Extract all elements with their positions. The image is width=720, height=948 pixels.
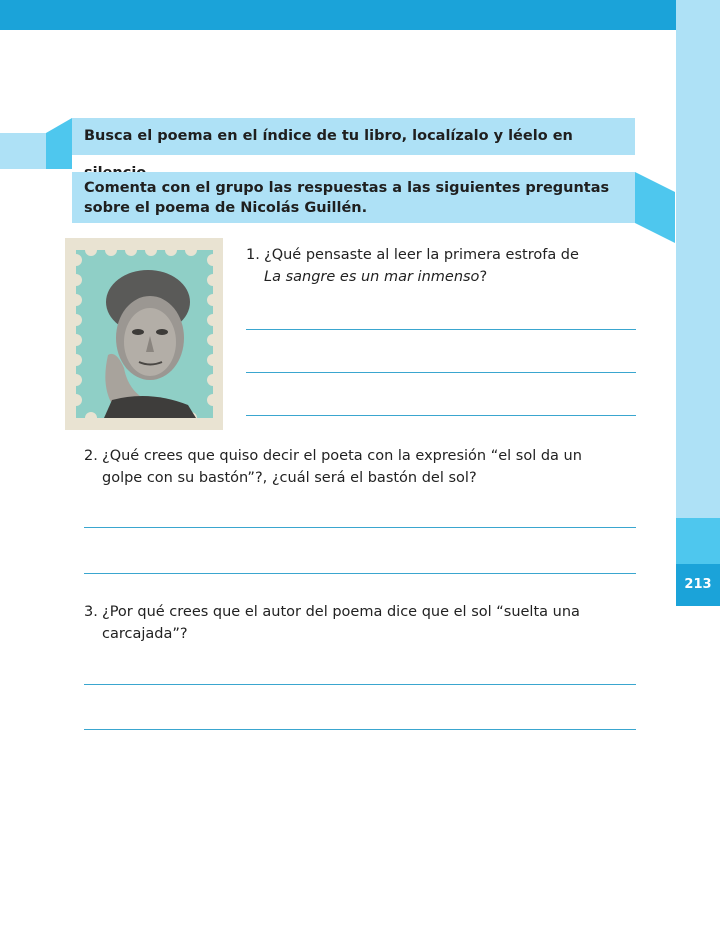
question-3-number: 3. — [84, 604, 98, 620]
instruction-banner-1 — [72, 118, 635, 155]
instruction-text-1: Busca el poema en el índice de tu libro, localízalo y léelo en — [84, 128, 573, 144]
answer-line[interactable] — [84, 684, 636, 685]
answer-line[interactable] — [246, 415, 636, 416]
answer-line[interactable] — [246, 329, 636, 330]
page-number: 213 — [676, 564, 720, 606]
instruction-text-2a: Comenta con el grupo las respuestas a las siguientes preguntas — [84, 180, 610, 196]
poet-portrait-icon — [76, 250, 213, 418]
banner-tab-fold — [46, 133, 72, 169]
question-2-text-line2: golpe con su bastón”?, ¿cuál será el bastón del sol? — [102, 470, 477, 486]
question-3-text-line2: carcajada”? — [102, 626, 188, 642]
question-1-number: 1. — [246, 247, 260, 263]
answer-line[interactable] — [84, 729, 636, 730]
answer-line[interactable] — [246, 372, 636, 373]
right-margin-band — [676, 0, 720, 518]
question-2-text-line1: ¿Qué crees que quiso decir el poeta con la expresión “el sol da un — [102, 448, 582, 464]
instruction-text-2b: sobre el poema de Nicolás Guillén. — [84, 200, 368, 216]
question-2-number: 2. — [84, 448, 98, 464]
poem-title: La sangre es un mar inmenso — [264, 269, 480, 285]
question-1-text: ¿Qué pensaste al leer la primera estrofa de — [264, 247, 579, 263]
right-margin-accent — [676, 518, 720, 564]
instruction-banner-2 — [72, 172, 635, 223]
banner-tab-left — [0, 133, 46, 169]
question-1-end: ? — [479, 269, 488, 285]
question-2 — [84, 445, 644, 489]
banner-tab-right — [635, 172, 675, 243]
question-1 — [246, 244, 646, 288]
question-3 — [84, 601, 644, 645]
question-3-text-line1: ¿Por qué crees que el autor del poema dice que el sol “suelta una — [102, 604, 580, 620]
top-header-bar — [0, 0, 676, 30]
answer-line[interactable] — [84, 527, 636, 528]
banner-tab-fold-tip — [46, 118, 72, 133]
answer-line[interactable] — [84, 573, 636, 574]
